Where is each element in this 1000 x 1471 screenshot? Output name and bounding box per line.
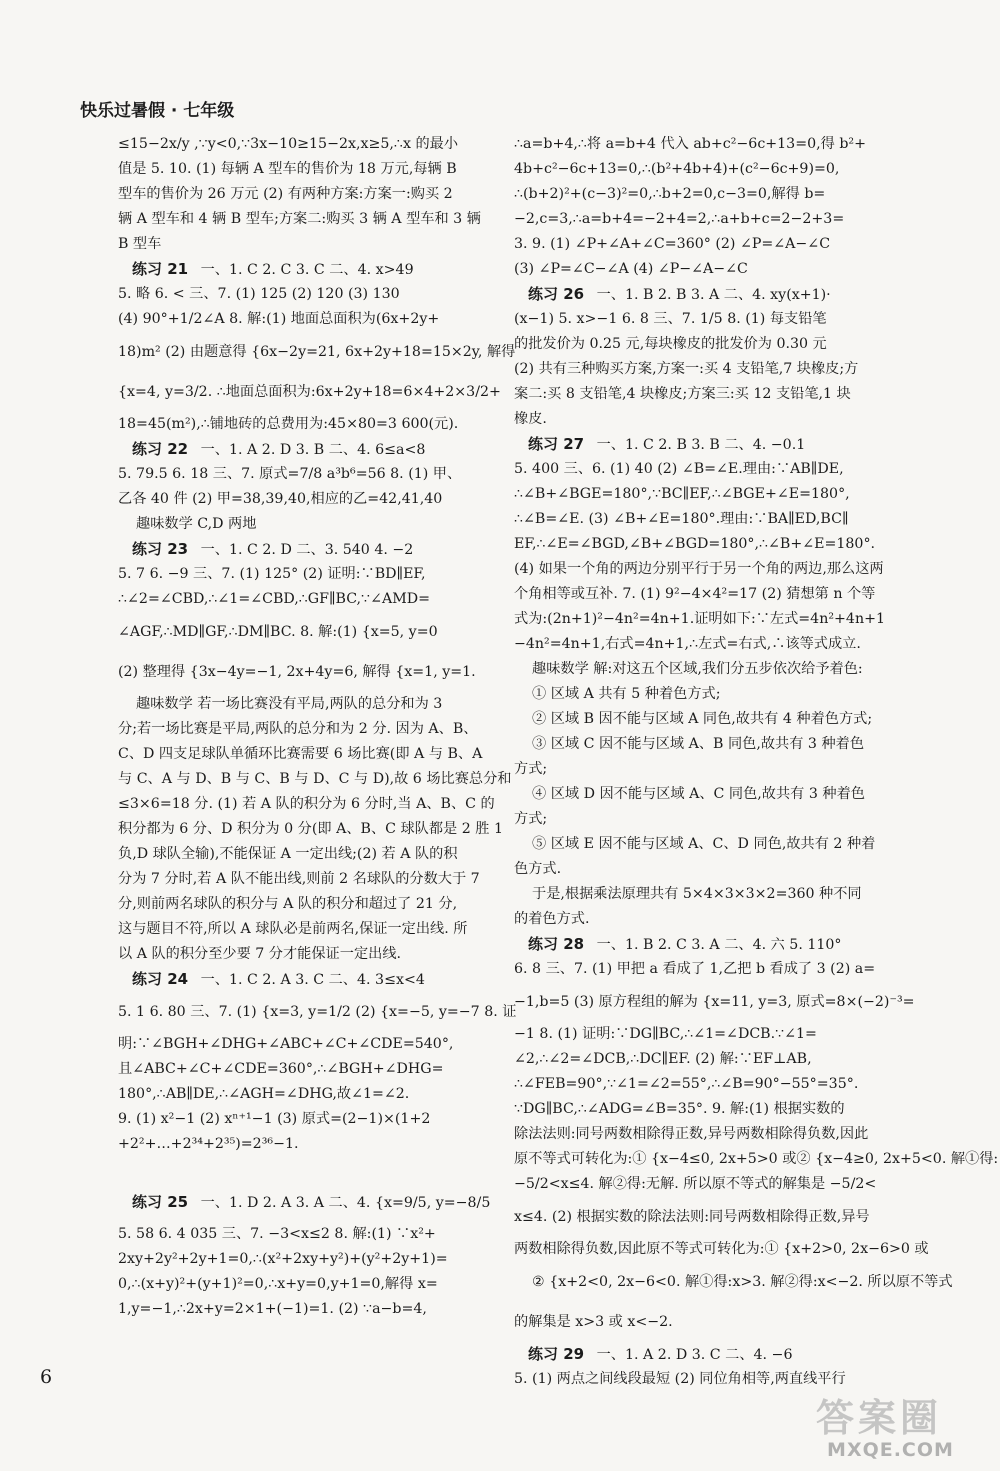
answer-line: ∴∠B=∠E. (3) ∠B+∠E=180°.理由:∵BA∥ED,BC∥ [514, 511, 849, 527]
answer-line: (4) 90°+1/2∠A 8. 解:(1) 地面总面积为(6x+2y+ [118, 311, 440, 327]
exercise-title: 练习 28 [528, 935, 585, 953]
answer-line: 4b+c²−6c+13=0,∴(b²+4b+4)+(c²−6c+9)=0, [514, 161, 840, 177]
exercise-title: 练习 24 [132, 970, 189, 988]
answer-line: −5/2<x≤4. 解②得:无解. 所以原不等式的解集是 −5/2< [514, 1176, 877, 1192]
answer-line [514, 932, 902, 957]
exercise-title: 练习 29 [528, 1345, 585, 1363]
answer-line: 的着色方式. [514, 911, 590, 927]
answer-line: 式为:(2n+1)²−4n²=4n+1.证明如下:∵左式=4n²+4n+1 [514, 611, 886, 627]
page-number: 6 [40, 1366, 53, 1388]
answer-line: ∴∠2=∠CBD,∴∠1=∠CBD,∴GF∥BC,∵∠AMD= [118, 591, 431, 607]
answer-line: 橡皮. [514, 411, 547, 427]
exercise-answers: 一、1. A 2. D 3. B 二、4. 6≤a<8 [196, 442, 426, 458]
answer-line: 5. 79.5 6. 18 三、7. 原式=7/8 a³b⁶=56 8. (1) 甲、 [118, 466, 462, 482]
answer-line: ∴a=b+4,∴将 a=b+4 代入 ab+c²−6c+13=0,得 b²+ [514, 136, 866, 152]
answer-line: −1 8. (1) 证明:∵DG∥BC,∴∠1=∠DCB.∵∠1= [514, 1026, 817, 1042]
answer-line: C、D 四支足球队单循环比赛需要 6 场比赛(即 A 与 B、A [118, 746, 483, 762]
exercise-answers: 一、1. C 2. A 3. C 二、4. 3≤x<4 [196, 972, 425, 988]
answer-line: 这与题目不符,所以 A 球队必是前两名,保证一定出线. 所 [118, 921, 468, 937]
answer-line: 趣味数学 若一场比赛没有平局,两队的总分和为 3 [136, 696, 443, 712]
exercise-answers: 一、1. B 2. C 3. A 二、4. 六 5. 110° [592, 937, 842, 953]
answer-line: 5. 略 6. < 三、7. (1) 125 (2) 120 (3) 130 [118, 286, 400, 302]
answer-line: 以 A 队的积分至少要 7 分才能保证一定出线. [118, 946, 402, 962]
answer-line: 且∠ABC+∠C+∠CDE=360°,∴∠BGH+∠DHG= [118, 1061, 444, 1077]
answer-line [514, 1342, 902, 1367]
answer-line: {x=4, y=3/2. ∴地面总面积为:6x+2y+18=6×4+2×3/2+ [118, 384, 501, 400]
answer-line: 18=45(m²),∴铺地砖的总费用为:45×80=3 600(元). [118, 416, 459, 432]
answer-line: 趣味数学 C,D 两地 [136, 516, 257, 532]
answer-line [514, 432, 902, 457]
answer-line: ∴∠FEB=90°,∵∠1=∠2=55°,∴∠B=90°−55°=35°. [514, 1076, 859, 1092]
answer-line: ② {x+2<0, 2x−6<0. 解①得:x>3. 解②得:x<−2. 所以原不等式 [532, 1274, 953, 1290]
answer-line: (3) ∠P=∠C−∠A (4) ∠P−∠A−∠C [514, 261, 748, 277]
answer-line: 18)m² (2) 由题意得 {6x−2y=21, 6x+2y+18=15×2y, 解得 [118, 344, 516, 360]
answer-line: 9. (1) x²−1 (2) xⁿ⁺¹−1 (3) 原式=(2−1)×(1+2 [118, 1111, 431, 1127]
answer-line: +2²+…+2³⁴+2³⁵)=2³⁶−1. [118, 1136, 299, 1152]
answer-line: 积分都为 6 分、D 积分为 0 分(即 A、B、C 球队都是 2 胜 1 [118, 821, 504, 837]
answer-line: 的批发价为 0.25 元,每块橡皮的批发价为 0.30 元 [514, 336, 827, 352]
answer-line: ④ 区域 D 因不能与区域 A、C 同色,故共有 3 种着色 [532, 786, 865, 802]
answer-line: 值是 5. 10. (1) 每辆 A 型车的售价为 18 万元,每辆 B [118, 161, 457, 177]
answer-line: 乙各 40 件 (2) 甲=38,39,40,相应的乙=42,41,40 [118, 491, 443, 507]
answer-line: (4) 如果一个角的两边分别平行于另一个角的两边,那么这两 [514, 561, 884, 577]
exercise-answers: 一、1. C 2. D 二、3. 540 4. −2 [196, 542, 414, 558]
exercise-title: 练习 26 [528, 285, 585, 303]
exercise-title: 练习 22 [132, 440, 189, 458]
exercise-answers: 一、1. B 2. B 3. A 二、4. xy(x+1)· [592, 287, 831, 303]
answer-line: 5. 58 6. 4 035 三、7. −3<x≤2 8. 解:(1) ∵x²+ [118, 1226, 436, 1242]
answer-line: 辆 A 型车和 4 辆 B 型车;方案二:购买 3 辆 A 型车和 3 辆 [118, 211, 481, 227]
answer-line: 0,∴(x+y)²+(y+1)²=0,∴x+y=0,y+1=0,解得 x= [118, 1276, 438, 1292]
answer-line: 除法法则:同号两数相除得正数,异号两数相除得负数,因此 [514, 1126, 869, 1142]
answer-column-right [514, 132, 999, 1392]
answer-line: 个角相等或互补. 7. (1) 9²−4×4²=17 (2) 猜想第 n 个等 [514, 586, 876, 602]
answer-line: 5. 7 6. −9 三、7. (1) 125° (2) 证明:∵BD∥EF, [118, 566, 426, 582]
exercise-title: 练习 27 [528, 435, 585, 453]
answer-line: B 型车 [118, 236, 162, 252]
answer-line [514, 282, 902, 307]
answer-line: 2xy+2y²+2y+1=0,∴(x²+2xy+y²)+(y²+2y+1)= [118, 1251, 448, 1267]
answer-line: ∴(b+2)²+(c−3)²=0,∴b+2=0,c−3=0,解得 b= [514, 186, 826, 202]
answer-line: ∠AGF,∴MD∥GF,∴DM∥BC. 8. 解:(1) {x=5, y=0 [118, 624, 438, 640]
answer-line: ≤3×6=18 分. (1) 若 A 队的积分为 6 分时,当 A、B、C 的 [118, 796, 495, 812]
answer-line [118, 537, 506, 562]
exercise-title: 练习 21 [132, 260, 189, 278]
answer-line: 3. 9. (1) ∠P+∠A+∠C=360° (2) ∠P=∠A−∠C [514, 236, 831, 252]
answer-line: 1,y=−1,∴2x+y=2×1+(−1)=1. (2) ∵a−b=4, [118, 1301, 427, 1317]
answer-column-left [118, 132, 517, 1322]
watermark-url: MXQE.COM [827, 1439, 954, 1461]
exercise-answers: 一、1. C 2. C 3. C 二、4. x>49 [196, 262, 414, 278]
answer-line: 趣味数学 解:对这五个区域,我们分五步依次给予着色: [532, 661, 863, 677]
answer-line: 于是,根据乘法原理共有 5×4×3×3×2=360 种不同 [532, 886, 862, 902]
answer-line: 5. 1 6. 80 三、7. (1) {x=3, y=1/2 (2) {x=−5, y=−7 8. 证 [118, 1004, 517, 1020]
exercise-answers: 一、1. A 2. D 3. C 二、4. −6 [592, 1347, 793, 1363]
answer-line: 方式; [514, 761, 548, 777]
answer-line: ① 区域 A 共有 5 种着色方式; [532, 686, 721, 702]
answer-line: ∠2,∴∠2=∠DCB,∴DC∥EF. (2) 解:∵EF⊥AB, [514, 1051, 812, 1067]
answer-line [118, 437, 506, 462]
answer-line: 色方式. [514, 861, 562, 877]
answer-line: 案二:买 8 支铅笔,4 块橡皮;方案三:买 12 支铅笔,1 块 [514, 386, 851, 402]
answer-line: 180°,∴AB∥DE,∴∠AGH=∠DHG,故∠1=∠2. [118, 1086, 410, 1102]
answer-line: ⑤ 区域 E 因不能与区域 A、C、D 同色,故共有 2 种着 [532, 836, 876, 852]
answer-line: 原不等式可转化为:① {x−4≤0, 2x+5>0 或② {x−4≥0, 2x+5<0. 解①得: [514, 1151, 999, 1167]
answer-line: 方式; [514, 811, 548, 827]
answer-line [118, 967, 506, 992]
answer-line: 分为 7 分时,若 A 队不能出线,则前 2 名球队的分数大于 7 [118, 871, 480, 887]
exercise-answers: 一、1. D 2. A 3. A 二、4. {x=9/5, y=−8/5 [196, 1195, 491, 1211]
answer-line: −1,b=5 (3) 原方程组的解为 {x=11, y=3, 原式=8×(−2)⁻³= [514, 994, 915, 1010]
watermark-logo-text: 答案圈 [816, 1396, 943, 1440]
answer-line: 型车的售价为 26 万元 (2) 有两种方案:方案一:购买 2 [118, 186, 453, 202]
answer-line: 的解集是 x>3 或 x<−2. [514, 1314, 673, 1330]
exercise-answers: 一、1. C 2. B 3. B 二、4. −0.1 [592, 437, 806, 453]
answer-line: (x−1) 5. x>−1 6. 8 三、7. 1/5 8. (1) 每支铅笔 [514, 311, 827, 327]
answer-line: 负,D 球队全输),不能保证 A 一定出线;(2) 若 A 队的积 [118, 846, 458, 862]
answer-line: EF,∴∠E=∠BGD,∠B+∠BGD=180°,∴∠B+∠E=180°. [514, 536, 876, 552]
exercise-title: 练习 23 [132, 540, 189, 558]
answer-line: ≤15−2x/y ,∵y<0,∵3x−10≥15−2x,x≥5,∴x 的最小 [118, 136, 459, 152]
answer-line: (2) 共有三种购买方案,方案一:买 4 支铅笔,7 块橡皮;方 [514, 361, 859, 377]
answer-line: 分;若一场比赛是平局,两队的总分和为 2 分. 因为 A、B、 [118, 721, 478, 737]
exercise-title: 练习 25 [132, 1193, 189, 1211]
book-title: 快乐过暑假 · 七年级 [80, 101, 235, 121]
answer-line: ∴∠B+∠BGE=180°,∵BC∥EF,∴∠BGE+∠E=180°, [514, 486, 850, 502]
answer-line: 与 C、A 与 D、B 与 C、B 与 D、C 与 D),故 6 场比赛总分和 [118, 771, 512, 787]
answer-line [118, 1157, 506, 1182]
answer-line: ∵DG∥BC,∴∠ADG=∠B=35°. 9. 解:(1) 根据实数的 [514, 1101, 845, 1117]
watermark-logo [798, 1385, 983, 1460]
answer-line: x≤4. (2) 根据实数的除法法则:同号两数相除得正数,异号 [514, 1209, 870, 1225]
answer-line [118, 257, 506, 282]
answer-line [118, 1182, 506, 1222]
answer-line: 5. 400 三、6. (1) 40 (2) ∠B=∠E.理由:∵AB∥DE, [514, 461, 844, 477]
answer-line: (2) 整理得 {3x−4y=−1, 2x+4y=6, 解得 {x=1, y=1. [118, 664, 476, 680]
answer-line: 6. 8 三、7. (1) 甲把 a 看成了 1,乙把 b 看成了 3 (2) a= [514, 961, 876, 977]
answer-line: −4n²=4n+1,右式=4n+1,∴左式=右式,∴该等式成立. [514, 636, 861, 652]
answer-line: −2,c=3,∴a=b+4=−2+4=2,∴a+b+c=2−2+3= [514, 211, 845, 227]
answer-line: ② 区域 B 因不能与区域 A 同色,故共有 4 种着色方式; [532, 711, 873, 727]
answer-line: 分,则前两名球队的积分与 A 队的积分和超过了 21 分, [118, 896, 458, 912]
answer-line: ③ 区域 C 因不能与区域 A、B 同色,故共有 3 种着色 [532, 736, 865, 752]
answer-line: 明:∵∠BGH+∠DHG+∠ABC+∠C+∠CDE=540°, [118, 1036, 454, 1052]
answer-line: 5. (1) 两点之间线段最短 (2) 同位角相等,两直线平行 [514, 1371, 846, 1387]
answer-line: 两数相除得负数,因此原不等式可转化为:① {x+2>0, 2x−6>0 或 [514, 1241, 929, 1257]
